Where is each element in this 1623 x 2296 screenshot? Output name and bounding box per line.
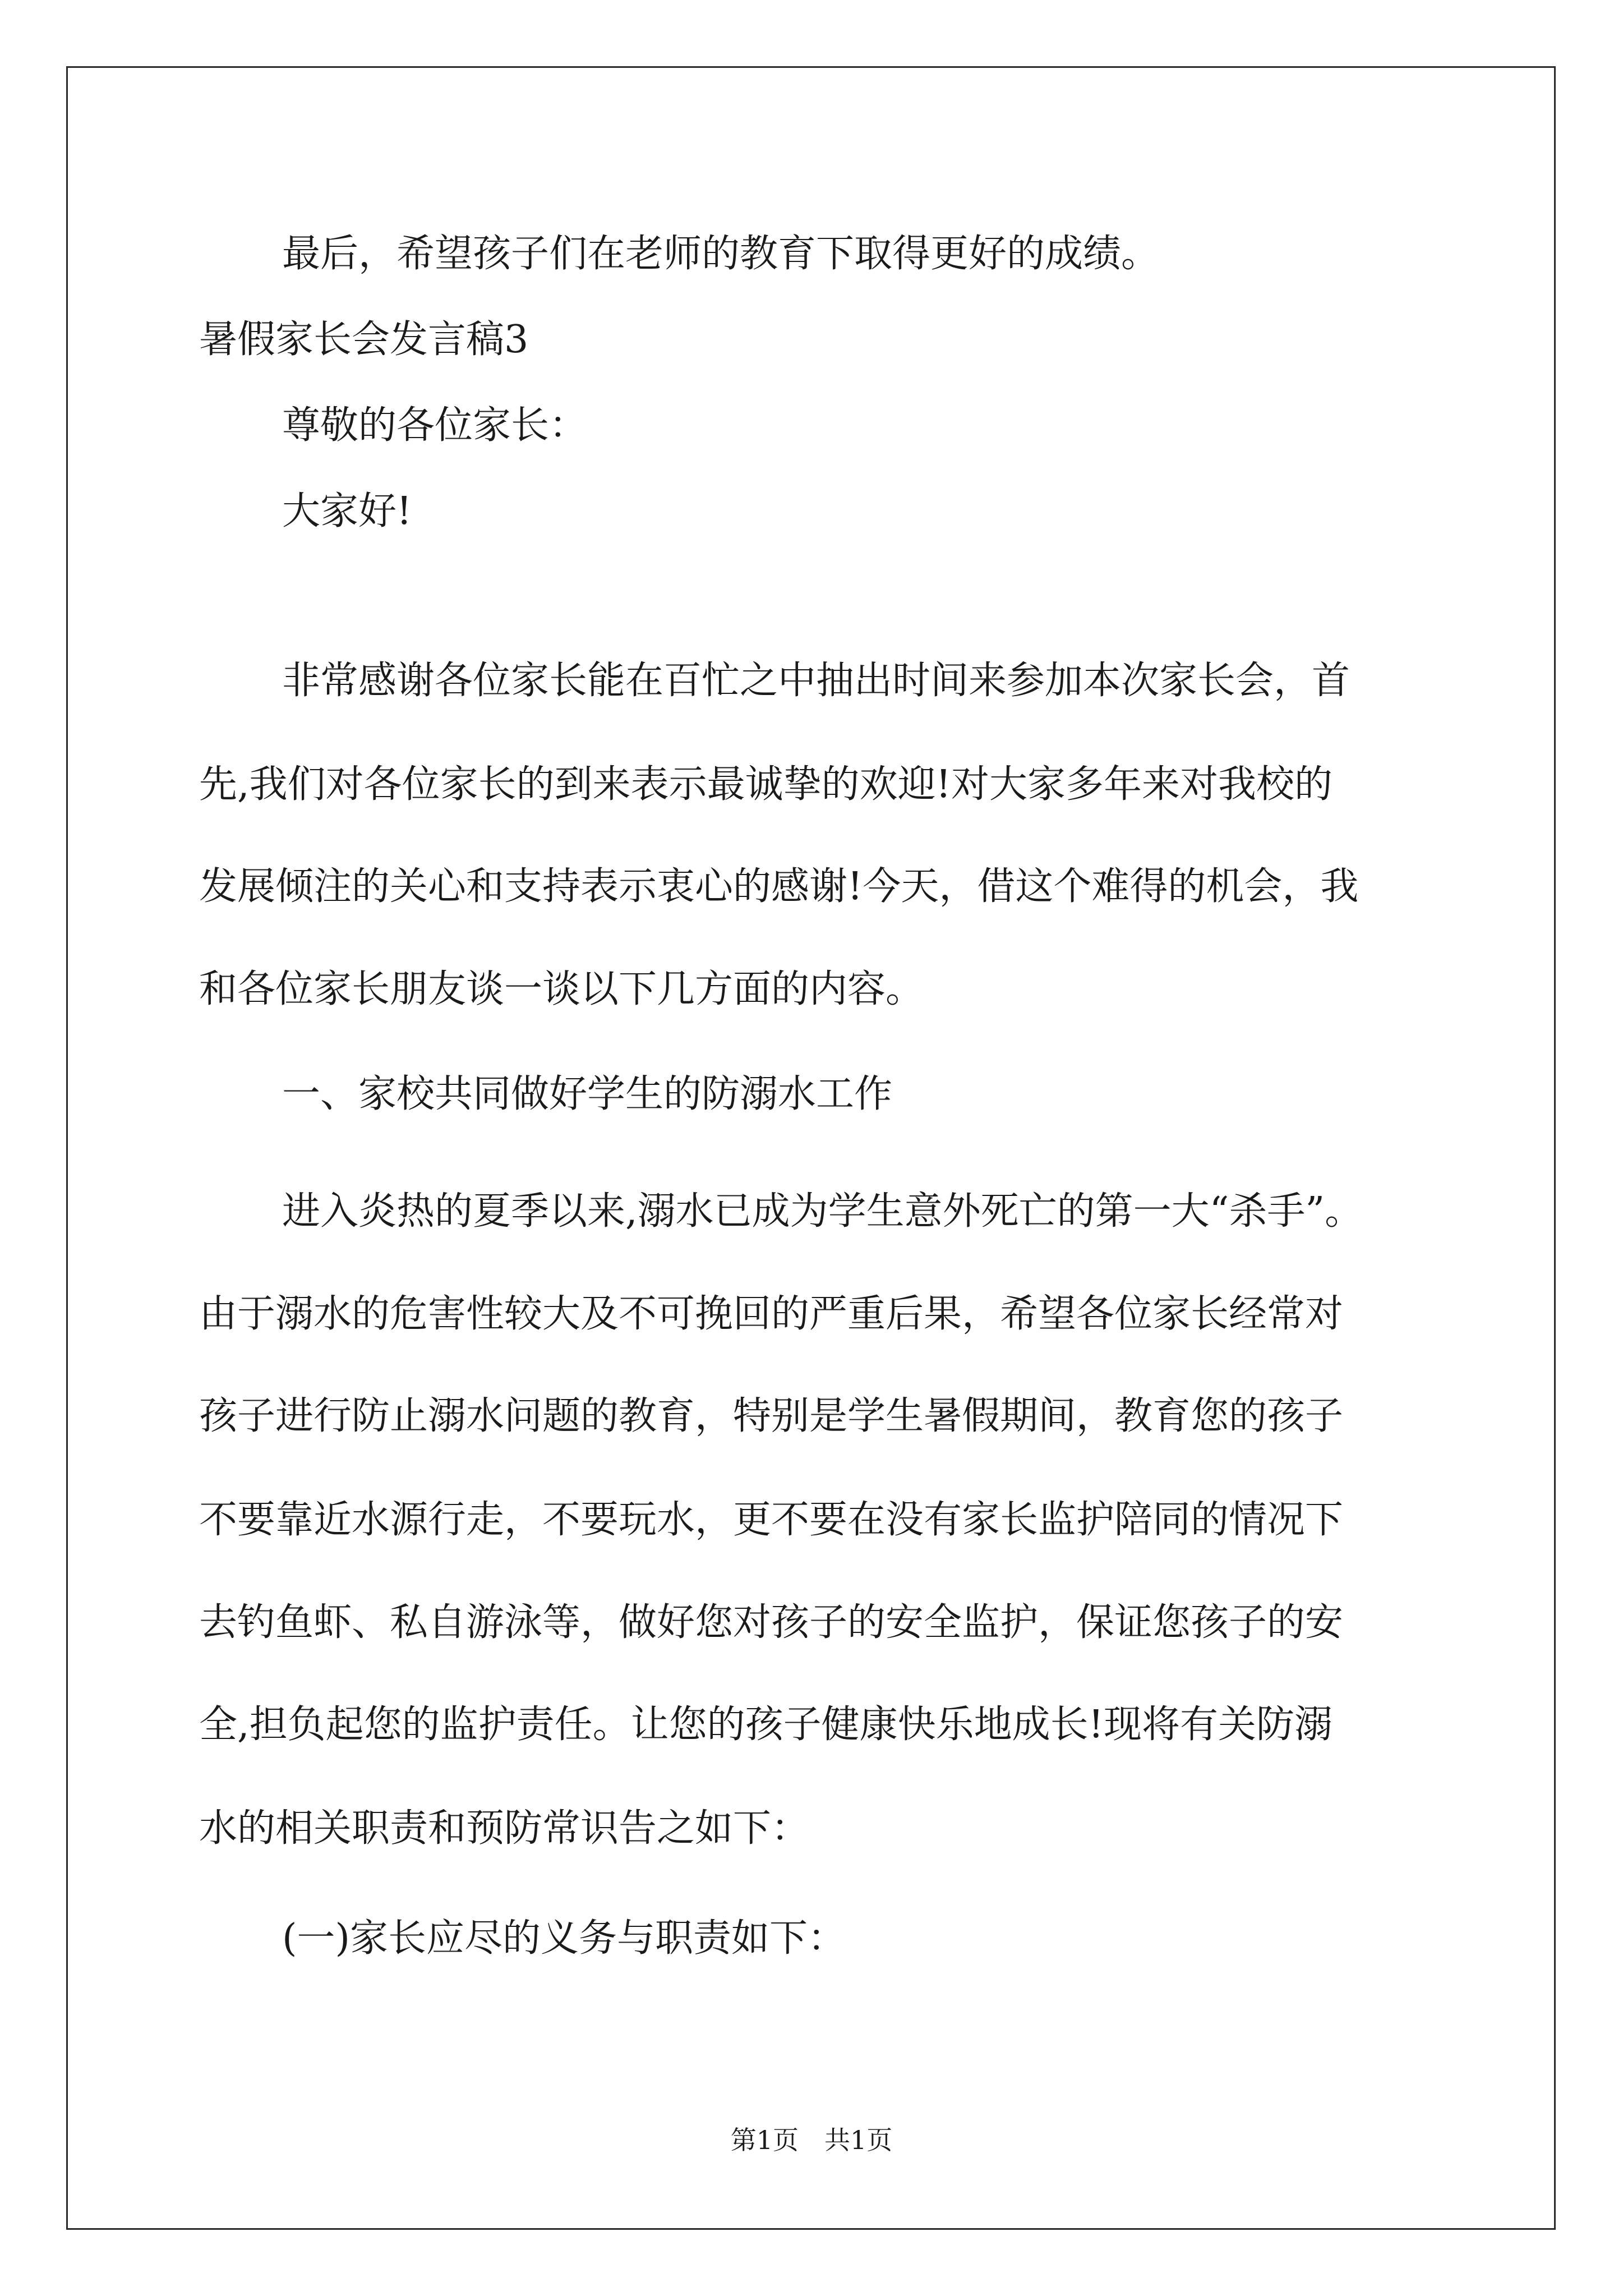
page-total: 共1页 xyxy=(824,2125,893,2155)
section-heading: 暑假家长会发言稿3 xyxy=(199,318,529,362)
salutation: 尊敬的各位家长： xyxy=(282,403,588,448)
paragraph-line: 去钓鱼虾、私自游泳等，做好您对孩子的安全监护，保证您孩子的安 xyxy=(199,1600,1344,1645)
page-number: 第1页 xyxy=(730,2125,799,2155)
paragraph-line: 孩子进行防止溺水问题的教育，特别是学生暑假期间，教育您的孩子 xyxy=(199,1394,1344,1438)
page-border xyxy=(66,66,1556,2230)
greeting: 大家好! xyxy=(282,489,412,533)
paragraph-line: 先,我们对各位家长的到来表示最诚挚的欢迎!对大家多年来对我校的 xyxy=(199,762,1332,807)
paragraph-line: 全,担负起您的监护责任。让您的孩子健康快乐地成长!现将有关防溺 xyxy=(199,1703,1332,1747)
paragraph-line: 水的相关职责和预防常识告之如下： xyxy=(199,1806,810,1851)
paragraph-line: 不要靠近水源行走，不要玩水，更不要在没有家长监护陪同的情况下 xyxy=(199,1498,1344,1542)
paragraph-line: 由于溺水的危害性较大及不可挽回的严重后果，希望各位家长经常对 xyxy=(199,1292,1344,1336)
subsection-heading: 一、家校共同做好学生的防溺水工作 xyxy=(282,1072,893,1116)
paragraph-line: 非常感谢各位家长能在百忙之中抽出时间来参加本次家长会，首 xyxy=(282,659,1350,703)
list-heading: (一)家长应尽的义务与职责如下： xyxy=(282,1916,846,1961)
page-footer xyxy=(0,2127,1623,2153)
paragraph-closing: 最后，希望孩子们在老师的教育下取得更好的成绩。 xyxy=(282,232,1160,276)
paragraph-line: 发展倾注的关心和支持表示衷心的感谢!今天，借这个难得的机会，我 xyxy=(199,864,1359,909)
paragraph-line: 和各位家长朋友谈一谈以下几方面的内容。 xyxy=(199,967,924,1011)
paragraph-line: 进入炎热的夏季以来,溺水已成为学生意外死亡的第一大“杀手”。 xyxy=(282,1189,1363,1234)
